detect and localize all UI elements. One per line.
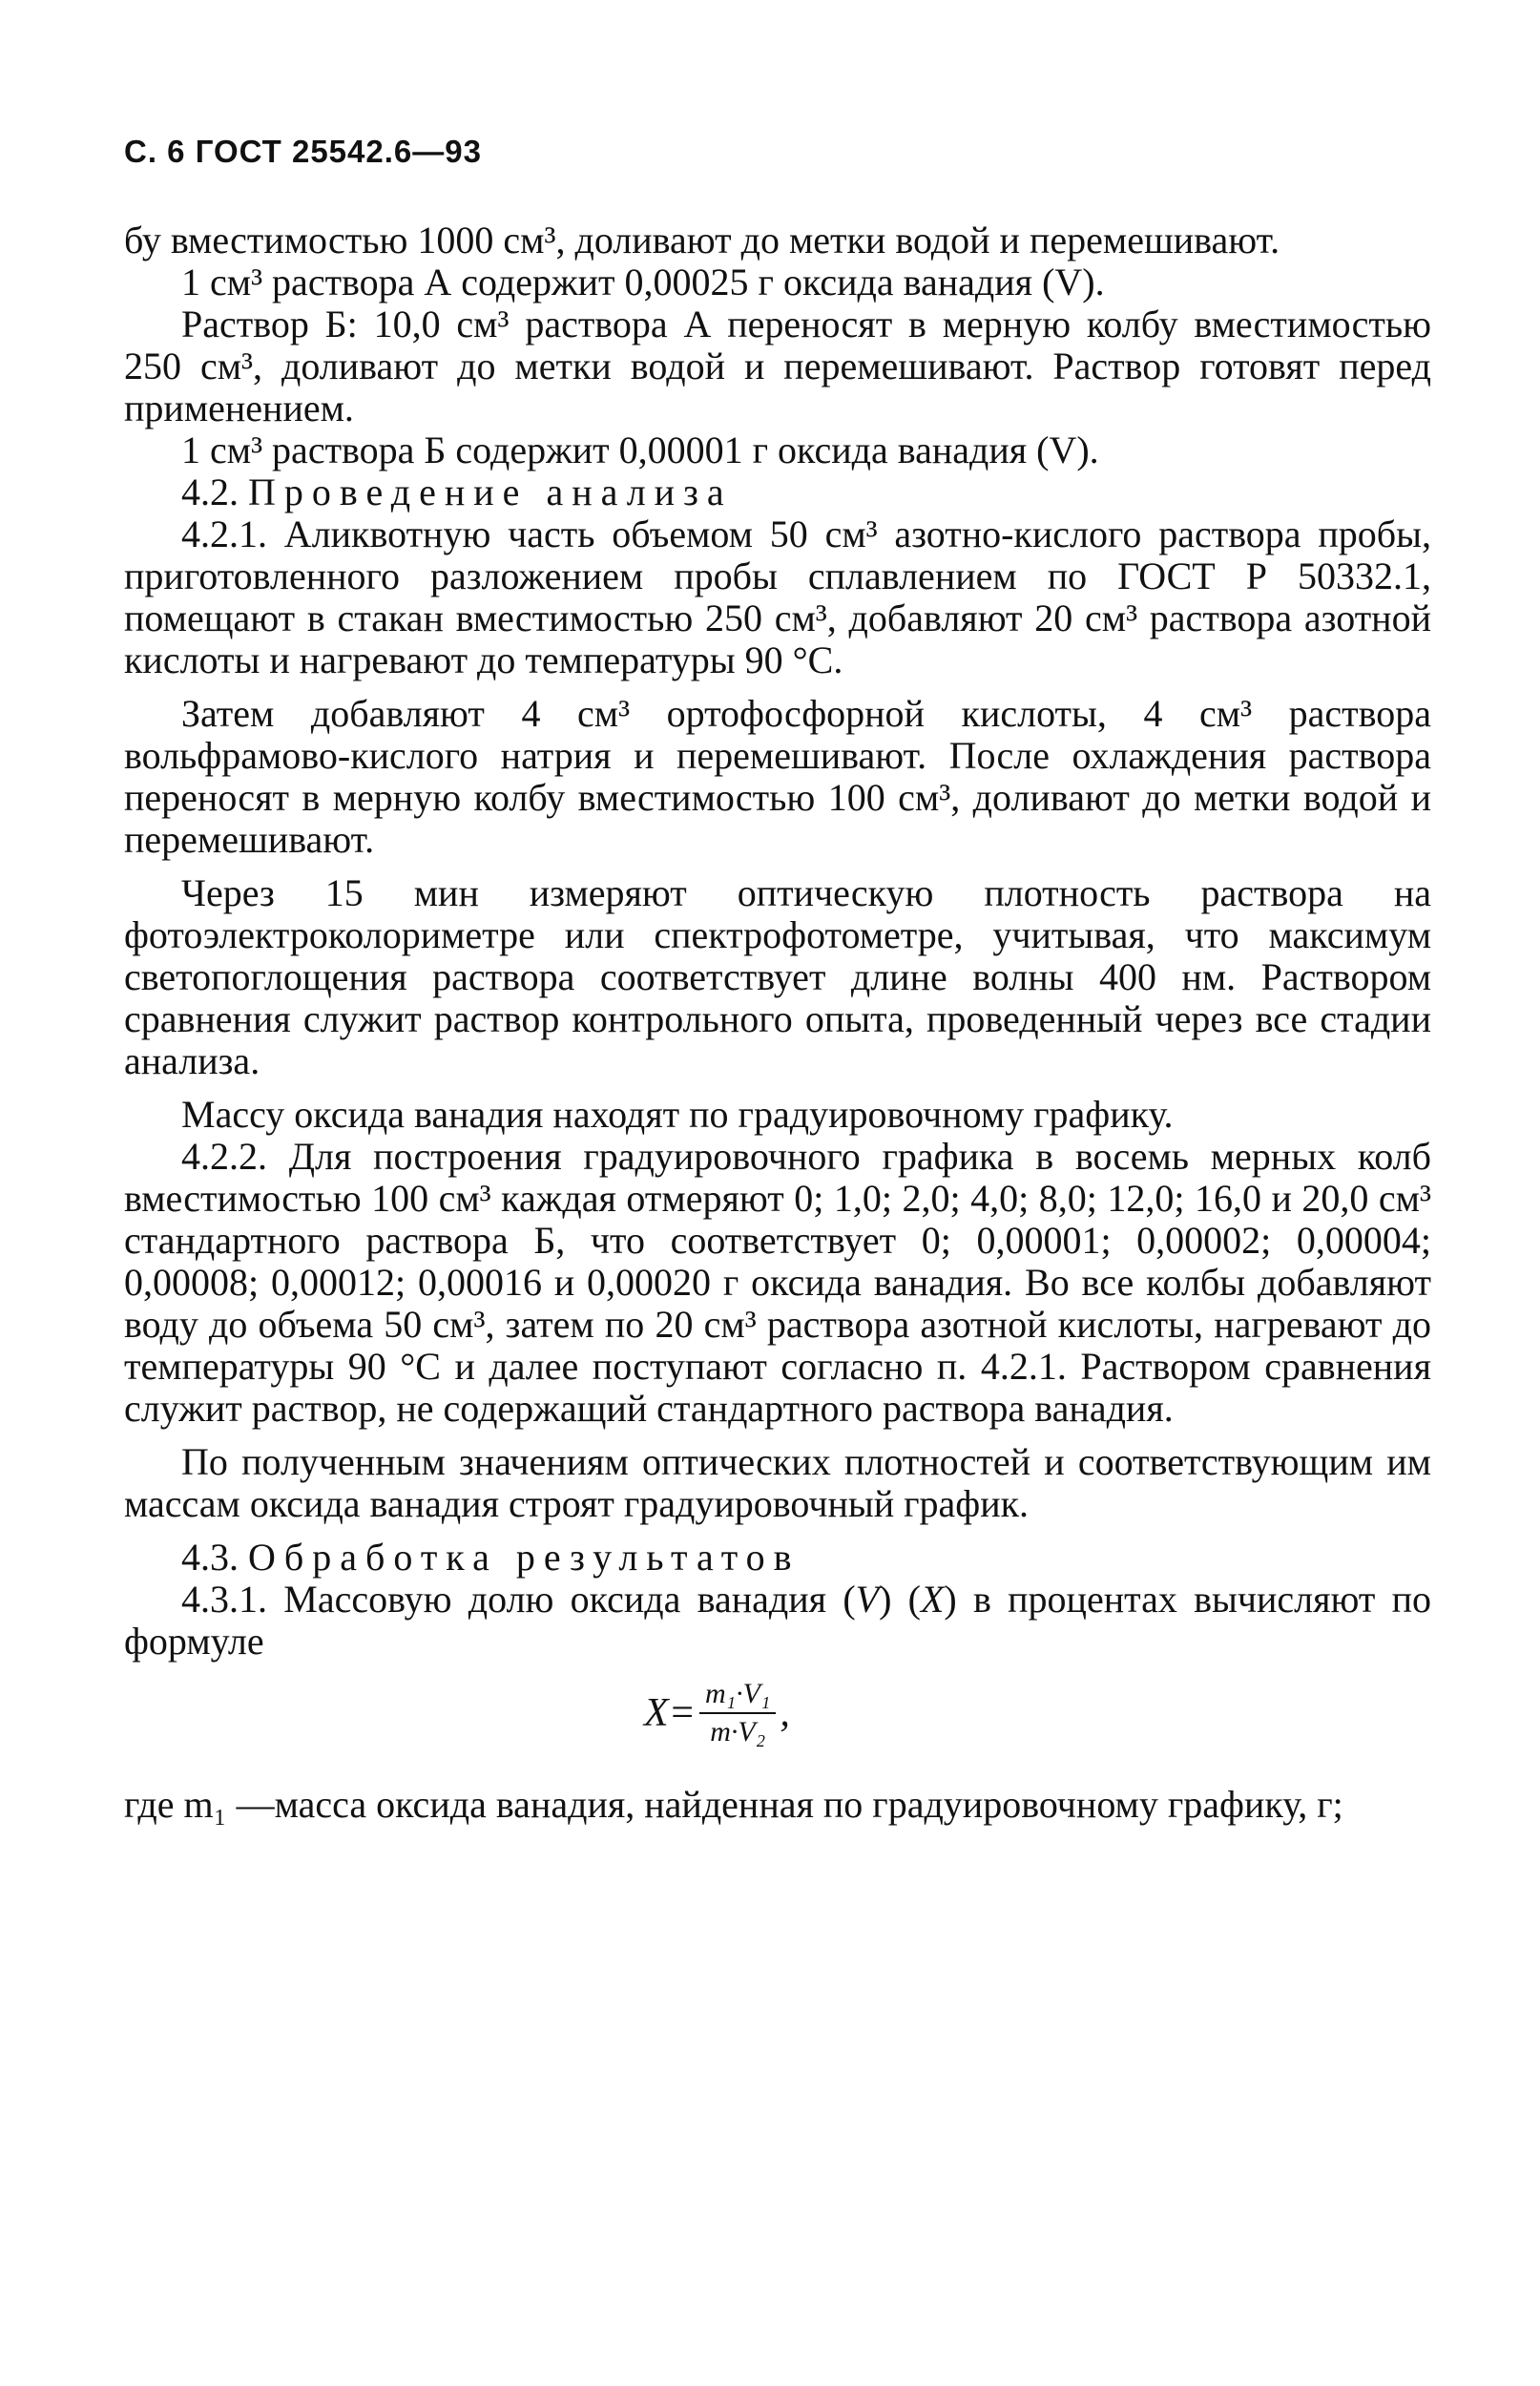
section-number: 4.2. <box>181 471 239 513</box>
section-title: Обработка результатов <box>248 1536 801 1579</box>
where-clause <box>124 1783 1431 1827</box>
formula-lhs: X <box>644 1691 669 1735</box>
text-run: ) в процентах вычисляют по формуле <box>124 1578 1431 1663</box>
formula-expression <box>644 1678 790 1748</box>
paragraph: Через 15 мин измеряют оптическую плотность раствора на фотоэлектроколориметре или спектрофотометре, учитывая, что максимум светопоглощения раствора соответствует длине волны 400 нм. Раствором сравнения служит раствор контрольного опыта, проведенный через все стадии анализа. <box>124 871 1431 1082</box>
where-symbol: где m₁ — <box>124 1783 275 1826</box>
formula <box>124 1678 1431 1773</box>
section-heading-4-3 <box>124 1537 1431 1579</box>
paragraph: Массу оксида ванадия находят по градуировочному графику. <box>181 1093 1174 1136</box>
page-header: С. 6 ГОСТ 25542.6—93 <box>124 134 482 169</box>
section-title: Проведение анализа <box>248 471 733 513</box>
text-run: ) ( <box>879 1578 921 1621</box>
paragraph: Затем добавляют 4 см³ ортофосфорной кислоты, 4 см³ раствора вольфрамово-кислого натрия и перемешивают. После охлаждения раствора переносят в мерную колбу вместимостью 100 см³, доливают до метки водой и перемешивают. <box>124 692 1431 861</box>
formula-equals: = <box>668 1691 696 1735</box>
paragraph: 1 см³ раствора Б содержит 0,00001 г оксида ванадия (V). <box>181 429 1099 471</box>
paragraph: Раствор Б: 10,0 см³ раствора А переносят в мерную колбу вместимостью 250 см³, доливают до метки водой и перемешивают. Раствор готовят перед применением. <box>124 303 1431 429</box>
paragraph: бу вместимостью 1000 см³, доливают до метки водой и перемешивают. <box>124 219 1280 262</box>
paragraph-4-3-1 <box>124 1579 1431 1663</box>
formula-denominator: m·V₂ <box>710 1716 766 1748</box>
text-run: V <box>855 1578 880 1621</box>
paragraph-4-2-1: 4.2.1. Аликвотную часть объемом 50 см³ азотно-кислого раствора пробы, приготовленного разложением пробы сплавлением по ГОСТ Р 50332.1, помещают в стакан вместимостью 250 см³, добавляют 20 см³ раствора азотной кислоты и нагревают до температуры 90 °С. <box>124 513 1431 681</box>
paragraph: 1 см³ раствора А содержит 0,00025 г оксида ванадия (V). <box>181 261 1105 303</box>
formula-trail: , <box>780 1691 790 1735</box>
section-heading-4-2 <box>124 471 1431 513</box>
text-run: X <box>920 1578 945 1621</box>
paragraph-4-2-2: 4.2.2. Для построения градуировочного графика в восемь мерных колб вместимостью 100 см³ каждая отмеряют 0; 1,0; 2,0; 4,0; 8,0; 12,0; 16,0 и 20,0 см³ стандартного раствора Б, что соответствует 0; 0,00001; 0,00002; 0,00004; 0,00008; 0,00012; 0,00016 и 0,00020 г оксида ванадия. Во все колбы добавляют воду до объема 50 см³, затем по 20 см³ раствора азотной кислоты, нагревают до температуры 90 °С и далее поступают согласно п. 4.2.1. Раствором сравнения служит раствор, не содержащий стандартного раствора ванадия. <box>124 1135 1431 1430</box>
formula-fraction <box>699 1678 776 1748</box>
document-page <box>124 134 1431 1827</box>
text-run: 4.3.1. Массовую долю оксида ванадия ( <box>181 1578 856 1621</box>
formula-numerator: m₁·V₁ <box>699 1678 776 1714</box>
where-definition: масса оксида ванадия, найденная по градуировочному графику, г; <box>274 1783 1343 1826</box>
section-number: 4.3. <box>181 1536 239 1579</box>
paragraph: По полученным значениям оптических плотностей и соответствующим им массам оксида ванадия строят градуировочный график. <box>124 1440 1431 1525</box>
